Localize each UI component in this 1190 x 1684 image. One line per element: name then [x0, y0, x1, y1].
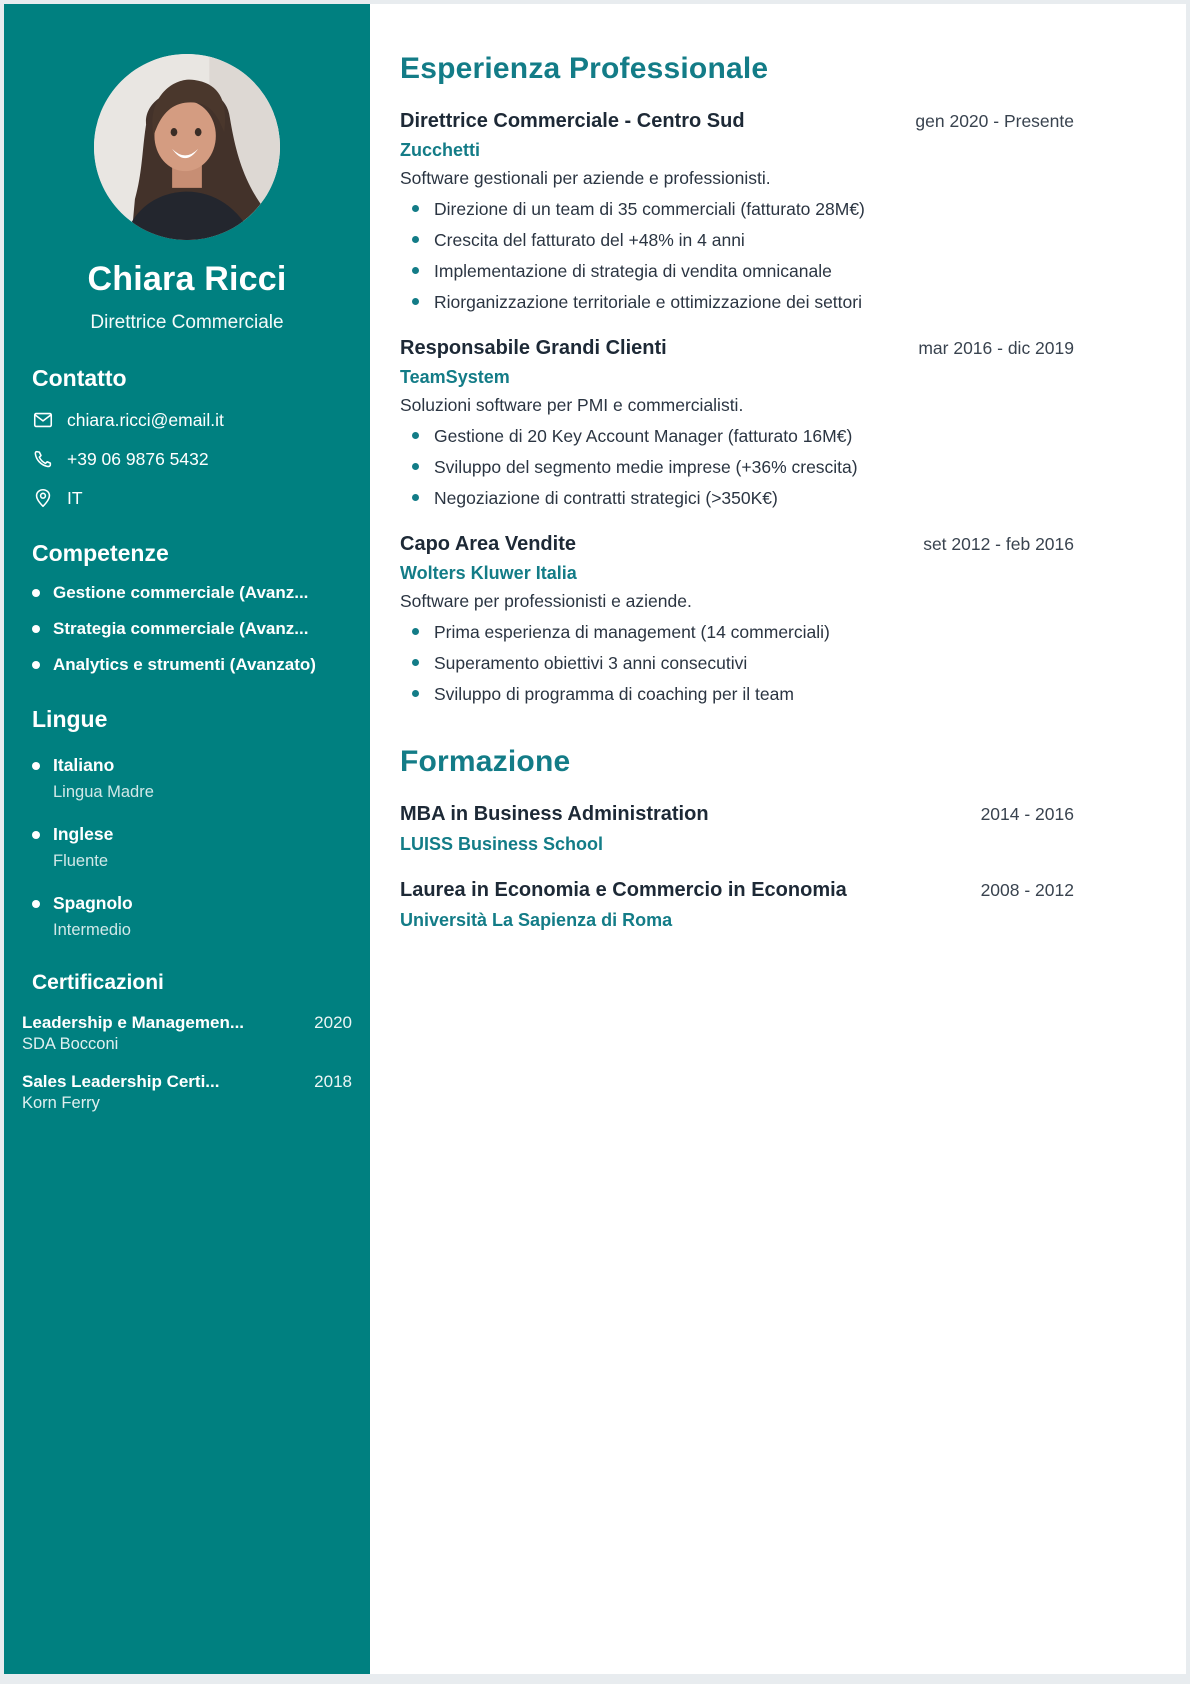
contact-phone-row — [32, 448, 342, 470]
sidebar — [4, 4, 370, 1674]
language-item — [32, 824, 342, 871]
certification-issuer: Korn Ferry — [22, 1094, 100, 1112]
bullet-dot-icon — [32, 900, 40, 908]
bullet-dot-icon — [32, 589, 40, 597]
language-item — [32, 893, 342, 940]
job-description: Software gestionali per aziende e professionisti. — [400, 168, 771, 188]
education-entry — [400, 803, 1074, 855]
language-level: Intermedio — [53, 921, 131, 939]
certifications-heading: Certificazioni — [32, 971, 164, 994]
language-level: Lingua Madre — [53, 783, 154, 801]
portrait-illustration — [94, 54, 280, 240]
language-name: Inglese — [53, 824, 114, 844]
job-bullet: Riorganizzazione territoriale e ottimizzazione dei settori — [412, 291, 1074, 313]
bullet-dot-icon — [32, 625, 40, 633]
profile-photo — [94, 54, 280, 240]
job-bullet: Gestione di 20 Key Account Manager (fatturato 16M€) — [412, 425, 1074, 447]
person-name: Chiara Ricci — [87, 260, 287, 298]
education-entry — [400, 879, 1074, 931]
job-title: Capo Area Vendite — [400, 533, 576, 555]
skill-label: Strategia commerciale (Avanz... — [53, 619, 309, 638]
bullet-dot-icon — [32, 661, 40, 669]
person-job-title: Direttrice Commerciale — [90, 312, 284, 333]
job-company: Zucchetti — [400, 140, 481, 160]
contact-phone: +39 06 9876 5432 — [67, 448, 209, 469]
job-description: Soluzioni software per PMI e commercialisti. — [400, 395, 744, 415]
job-company: TeamSystem — [400, 367, 510, 387]
language-item — [32, 755, 342, 802]
certification-issuer: SDA Bocconi — [22, 1035, 119, 1053]
education-heading: Formazione — [400, 745, 571, 778]
contact-location: IT — [67, 487, 83, 508]
degree-title: MBA in Business Administration — [400, 803, 709, 825]
contact-location-row — [32, 487, 342, 509]
experience-heading: Esperienza Professionale — [400, 52, 769, 85]
job-dates: set 2012 - feb 2016 — [923, 534, 1074, 554]
job-dates: mar 2016 - dic 2019 — [918, 338, 1074, 358]
certifications-section — [4, 971, 370, 1113]
degree-school: Università La Sapienza di Roma — [400, 910, 673, 930]
job-title: Responsabile Grandi Clienti — [400, 337, 667, 359]
skills-heading: Competenze — [32, 540, 169, 566]
job-bullet: Implementazione di strategia di vendita omnicanale — [412, 260, 1074, 282]
contact-section — [4, 365, 370, 509]
certification-item — [22, 1013, 352, 1054]
job-company: Wolters Kluwer Italia — [400, 563, 577, 583]
skills-section — [4, 540, 370, 675]
experience-entry — [400, 110, 1074, 313]
certification-year: 2020 — [314, 1013, 352, 1032]
experience-entry — [400, 533, 1074, 705]
job-bullet-list — [400, 198, 1074, 313]
experience-entry — [400, 337, 1074, 509]
degree-school: LUISS Business School — [400, 834, 604, 854]
job-bullet-list — [400, 621, 1074, 705]
skill-item — [32, 619, 342, 639]
resume-page — [4, 4, 1186, 1674]
job-bullet: Direzione di un team di 35 commerciali (fatturato 28M€) — [412, 198, 1074, 220]
language-level: Fluente — [53, 852, 109, 870]
phone-icon — [32, 448, 54, 470]
certification-name: Leadership e Managemen... — [22, 1013, 245, 1032]
certification-name: Sales Leadership Certi... — [22, 1072, 220, 1091]
degree-title: Laurea in Economia e Commercio in Economia — [400, 879, 847, 901]
skill-label: Analytics e strumenti (Avanzato) — [53, 655, 316, 674]
skill-label: Gestione commerciale (Avanz... — [53, 583, 309, 602]
job-bullet-list — [400, 425, 1074, 509]
degree-dates: 2014 - 2016 — [980, 804, 1074, 824]
certification-year: 2018 — [314, 1072, 352, 1091]
job-dates: gen 2020 - Presente — [915, 111, 1074, 131]
language-name: Spagnolo — [53, 893, 133, 913]
job-bullet: Sviluppo di programma di coaching per il team — [412, 683, 1074, 705]
degree-dates: 2008 - 2012 — [980, 880, 1074, 900]
language-name: Italiano — [53, 755, 115, 775]
certification-item — [22, 1072, 352, 1113]
job-bullet: Negoziazione di contratti strategici (>350K€) — [412, 487, 1074, 509]
languages-heading: Lingue — [32, 706, 108, 732]
mail-icon — [32, 409, 54, 431]
skill-item — [32, 583, 342, 603]
job-bullet: Sviluppo del segmento medie imprese (+36% crescita) — [412, 456, 1074, 478]
skill-item — [32, 655, 342, 675]
contact-email-row — [32, 409, 342, 431]
location-pin-icon — [32, 487, 54, 509]
contact-heading: Contatto — [32, 365, 127, 391]
bullet-dot-icon — [32, 831, 40, 839]
job-bullet: Superamento obiettivi 3 anni consecutivi — [412, 652, 1074, 674]
job-title: Direttrice Commerciale - Centro Sud — [400, 110, 745, 132]
main-content — [370, 4, 1186, 1674]
languages-section — [4, 706, 370, 940]
contact-email: chiara.ricci@email.it — [67, 409, 224, 430]
bullet-dot-icon — [32, 762, 40, 770]
job-bullet: Prima esperienza di management (14 commerciali) — [412, 621, 1074, 643]
job-bullet: Crescita del fatturato del +48% in 4 anni — [412, 229, 1074, 251]
job-description: Software per professionisti e aziende. — [400, 591, 692, 611]
